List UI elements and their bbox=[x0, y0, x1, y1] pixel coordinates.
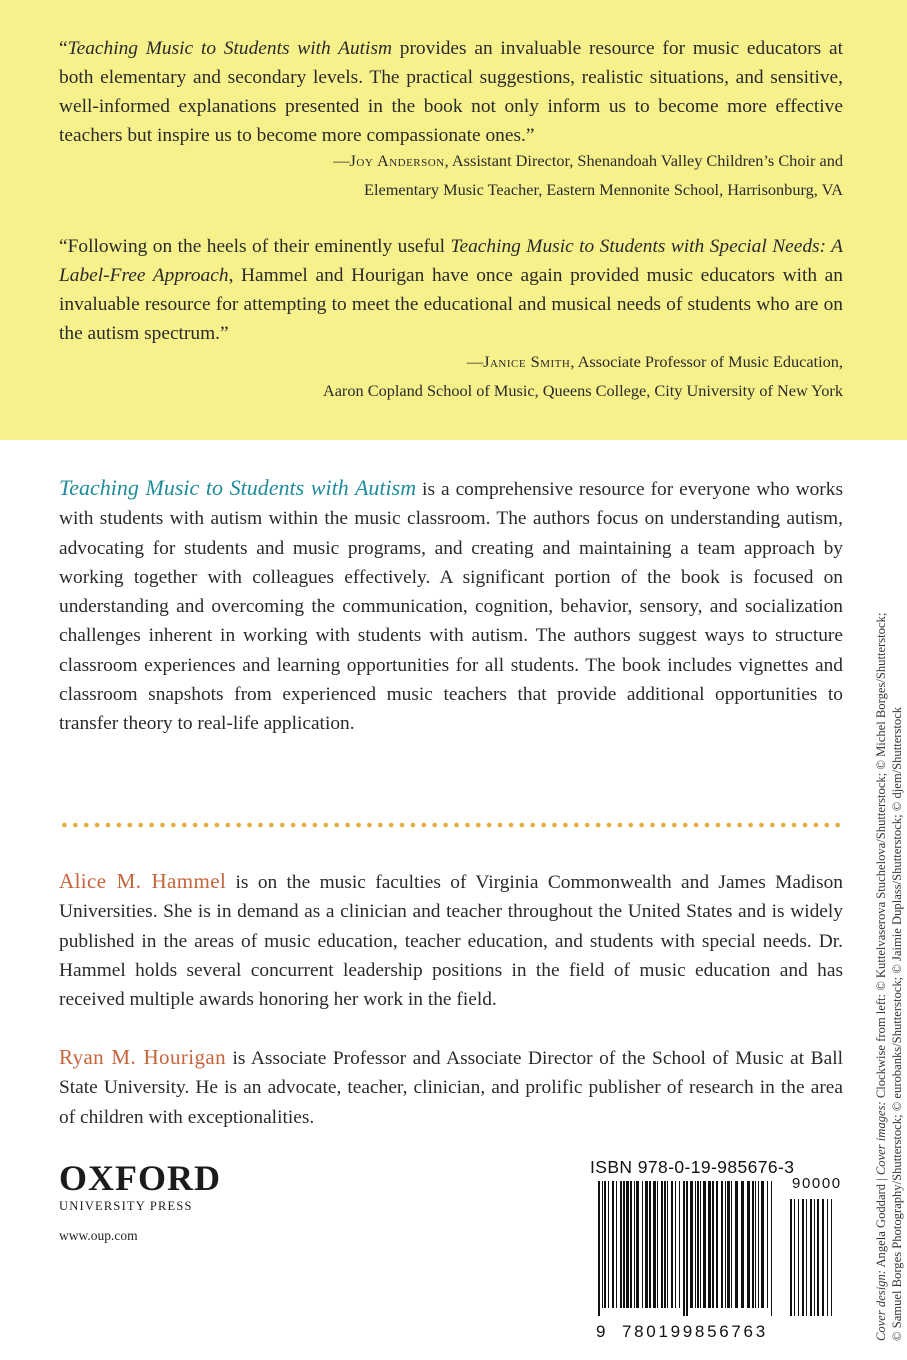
description-book-title: Teaching Music to Students with Autism bbox=[59, 475, 417, 500]
barcode-bar bbox=[697, 1181, 699, 1308]
addon-bar bbox=[817, 1199, 819, 1316]
barcode-bar bbox=[671, 1181, 673, 1308]
barcode-bar bbox=[721, 1181, 723, 1308]
endorsement-quote-1 bbox=[59, 34, 843, 150]
endorsement-quote-2 bbox=[59, 232, 843, 348]
barcode-bar bbox=[667, 1181, 668, 1308]
barcode-bar bbox=[758, 1181, 759, 1308]
barcode-bar bbox=[712, 1181, 714, 1308]
quote-1-book-title: Teaching Music to Students with Autism bbox=[67, 38, 392, 59]
quote-2-text-before: “Following on the heels of their eminently useful bbox=[59, 236, 451, 257]
barcode-bar bbox=[755, 1181, 756, 1308]
barcode-bar bbox=[686, 1181, 688, 1316]
barcode-bar bbox=[675, 1181, 676, 1308]
author-name-hourigan: Ryan M. Hourigan bbox=[59, 1045, 226, 1069]
addon-bar bbox=[822, 1199, 824, 1316]
addon-bar bbox=[798, 1199, 799, 1316]
barcode-bar bbox=[602, 1181, 603, 1308]
quote-2-attribution bbox=[323, 347, 843, 405]
credits-design-name: Angela Goddard bbox=[874, 1183, 888, 1270]
barcode-bar bbox=[731, 1181, 732, 1308]
barcode-bar bbox=[608, 1181, 609, 1308]
quote-2-text-after: , Hammel and Hourigan have once again provided music educators with an invaluable resource for attempting to meet the educational and musical needs of students who are on the autism spectrum.” bbox=[59, 265, 843, 344]
barcode-bar bbox=[761, 1181, 764, 1308]
addon-bar bbox=[790, 1199, 792, 1316]
author-bio-hourigan bbox=[59, 1043, 843, 1132]
oxford-logo bbox=[59, 1160, 221, 1214]
barcode-bar bbox=[735, 1181, 738, 1308]
barcode-bar bbox=[623, 1181, 625, 1308]
barcode-bar bbox=[771, 1181, 772, 1316]
barcode-bar bbox=[657, 1181, 658, 1308]
barcode-bar bbox=[636, 1181, 639, 1308]
addon-bar bbox=[802, 1199, 804, 1316]
barcode-bar bbox=[690, 1181, 693, 1308]
barcode-bar bbox=[741, 1181, 744, 1308]
barcode-first-digit: 9 bbox=[596, 1322, 606, 1341]
barcode-bar bbox=[752, 1181, 754, 1308]
attr-dash: — bbox=[333, 151, 350, 170]
barcode-bar bbox=[661, 1181, 663, 1308]
credits-design-label: Cover design: bbox=[874, 1270, 888, 1341]
barcode-bar bbox=[649, 1181, 651, 1308]
quote-1-attr-line2: Elementary Music Teacher, Eastern Mennonite School, Harrisonburg, VA bbox=[364, 180, 843, 199]
publisher-sub: UNIVERSITY PRESS bbox=[59, 1199, 193, 1213]
barcode-addon-number: 90000 bbox=[792, 1175, 842, 1192]
credits-separator: | bbox=[874, 1175, 888, 1184]
barcode-bar bbox=[598, 1181, 600, 1316]
credits-images-label: Cover images: bbox=[874, 1101, 888, 1176]
quote-1-attribution bbox=[333, 146, 843, 204]
barcode-bar bbox=[683, 1181, 685, 1316]
barcode-bar bbox=[634, 1181, 635, 1308]
barcode-bar bbox=[664, 1181, 666, 1308]
barcode-bar bbox=[767, 1181, 768, 1308]
barcode-bar bbox=[653, 1181, 656, 1308]
quote-1-author: Joy Anderson bbox=[349, 151, 445, 170]
isbn-label: ISBN 978-0-19-985676-3 bbox=[590, 1157, 795, 1177]
publisher-name: OXFORD bbox=[59, 1158, 221, 1198]
addon-bar bbox=[810, 1199, 812, 1316]
barcode-bar bbox=[703, 1181, 706, 1308]
cover-credits bbox=[873, 541, 905, 1341]
quote-2-attr-line2: Aaron Copland School of Music, Queens College, City University of New York bbox=[322, 381, 843, 400]
author-name-hammel: Alice M. Hammel bbox=[59, 869, 227, 893]
quote-1-attr-line1: , Assistant Director, Shenandoah Valley Children’s Choir and bbox=[444, 151, 843, 170]
addon-bar bbox=[814, 1199, 815, 1316]
barcode-bar bbox=[727, 1181, 730, 1308]
bio-text-hammel: is on the music faculties of Virginia Commonwealth and James Madison Universities. She is in demand as a clinician and teacher throughout the United States and is widely published in the areas of music education, teacher education, and students with special needs. Dr. Hammel holds several concurrent leadership positions in the field of music education and has received multiple awards honoring her work in the field. bbox=[59, 872, 843, 1011]
barcode-bar bbox=[626, 1181, 629, 1308]
barcode-bar bbox=[645, 1181, 648, 1308]
quote-2-attr-line1: , Associate Professor of Music Education, bbox=[570, 352, 843, 371]
barcode-bar bbox=[708, 1181, 711, 1308]
barcode-bar bbox=[630, 1181, 632, 1308]
addon-bar bbox=[806, 1199, 807, 1316]
barcode-bar bbox=[604, 1181, 606, 1308]
barcode-bar bbox=[616, 1181, 617, 1308]
publisher-url[interactable]: www.oup.com bbox=[59, 1228, 138, 1243]
addon-bar bbox=[794, 1199, 795, 1316]
credits-line1: Clockwise from left: © Kuttelvaserova Stuchelova/Shutterstock; © Michel Borges/Shutterstock; bbox=[874, 612, 888, 1102]
book-description bbox=[59, 473, 843, 739]
addon-bar bbox=[827, 1199, 828, 1316]
barcode-bar bbox=[747, 1181, 750, 1308]
barcode-bar bbox=[612, 1181, 614, 1308]
barcode-bar bbox=[679, 1181, 680, 1308]
barcode-bar bbox=[725, 1181, 726, 1308]
quote-1-text: provides an invaluable resource for music educators at both elementary and secondary levels. The practical suggestions, realistic situations, and sensitive, well-informed explanations presented in the book not only inform us to become more effective teachers but inspire us to become more compassionate ones.” bbox=[59, 38, 843, 146]
dotted-divider bbox=[59, 819, 843, 831]
isbn-barcode bbox=[596, 1181, 836, 1316]
quote-2-book-title: Teaching Music to Students with Special Needs: A Label-Free Approach bbox=[59, 236, 843, 286]
barcode-bar bbox=[642, 1181, 643, 1308]
description-text: is a comprehensive resource for everyone who works with students with autism within the music classroom. The authors focus on understanding autism, advocating for students and music programs, and creating and maintaining a team approach by working together with colleagues effectively. A significant portion of the book is focused on understanding and overcoming the communication, cognition, behavior, sensory, and socialization challenges inherent in working with students with autism. The authors suggest ways to structure classroom experiences and learning opportunities for all students. The book includes vignettes and classroom snapshots from experienced music teachers that provide additional opportunities to transfer theory to real-life application. bbox=[59, 479, 843, 735]
barcode-bar bbox=[716, 1181, 718, 1308]
bio-text-hourigan: is Associate Professor and Associate Director of the School of Music at Ball State University. He is an advocate, teacher, clinician, and prolific publisher of research in the area of children with exceptionalities. bbox=[59, 1048, 843, 1128]
attr-dash: — bbox=[466, 352, 484, 371]
barcode-digits: 780199856763 bbox=[622, 1322, 768, 1341]
quote-2-author: Janice Smith bbox=[483, 352, 571, 371]
author-bio-hammel bbox=[59, 867, 843, 1014]
barcode-bar bbox=[620, 1181, 622, 1308]
barcode-bar bbox=[700, 1181, 701, 1308]
barcode-bar bbox=[695, 1181, 696, 1308]
credits-line2: © Samuel Borges Photography/Shutterstock; © eurobanks/Shutterstock; © Jaimie Duplass/Shutterstock; © djem/Shutterstock bbox=[890, 706, 904, 1341]
open-quote: “ bbox=[59, 38, 68, 59]
addon-bar bbox=[831, 1199, 832, 1316]
